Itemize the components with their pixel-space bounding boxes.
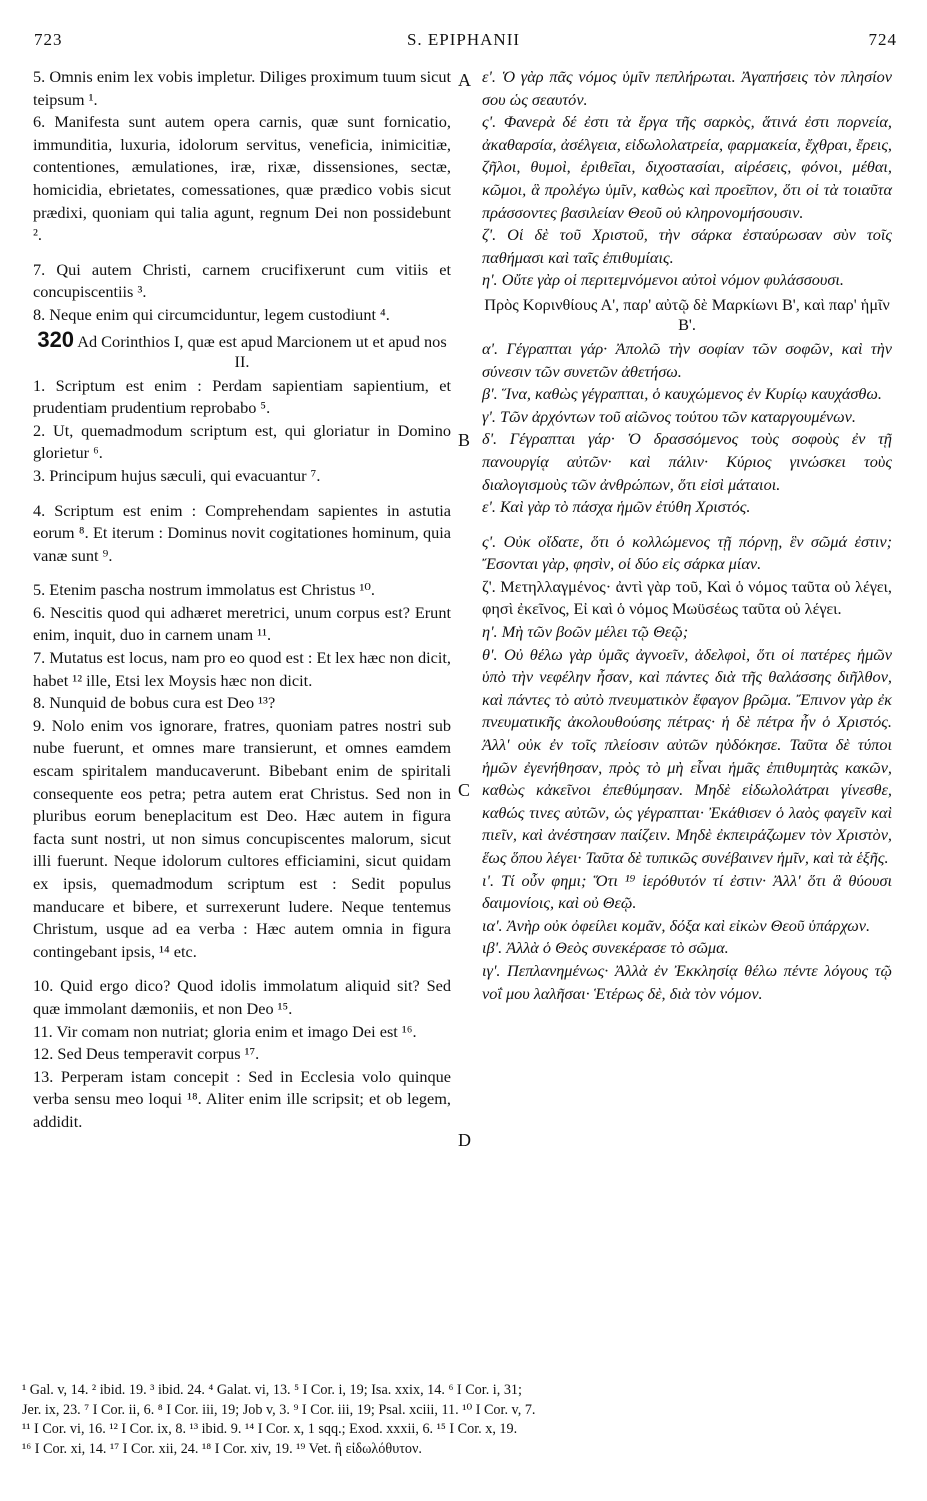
greek-verse: ζ'. Μετηλλαγμένος· ἀντὶ γὰρ τοῦ, Καὶ ὁ νόμος ταῦτα οὐ λέγει, φησὶ ἐκεῖνος, Εἰ καὶ ὁ νόμος Μωϋσέως ταῦτα οὐ λέγει. bbox=[482, 576, 892, 619]
latin-column bbox=[33, 66, 451, 1134]
greek-verse: ιγ'. Πεπλανημένως· Ἀλλὰ ἐν Ἐκκλησίᾳ θέλω πέντε λόγους τῷ νοΐ μου λαλῆσαι· Ἑτέρως δὲ, διὰ τὸν νόμον. bbox=[482, 960, 892, 1003]
greek-verse: γ'. Τῶν ἀρχόντων τοῦ αἰῶνος τούτου τῶν καταργουμένων. bbox=[482, 406, 856, 426]
running-title: S. EPIPHANII bbox=[406, 30, 521, 49]
latin-verse: 11. Vir comam non nutriat; gloria enim et imago Dei est ¹⁶. bbox=[33, 1021, 417, 1041]
latin-verse: 10. Quid ergo dico? Quod idolis immolatum aliquid sit? Sed quæ immolant dæmoniis, et non Deo ¹⁵. bbox=[33, 976, 451, 1018]
greek-verse: ι'. Τί οὖν φημι; Ὅτι ¹⁹ ἱερόθυτόν τί ἐστιν· Ἀλλ' ὅτι ἃ θύουσι δαιμονίοις, καὶ οὐ Θεῷ. bbox=[482, 870, 892, 913]
page-number-left: 723 bbox=[34, 30, 63, 49]
latin-verse: 1. Scriptum est enim : Perdam sapientiam sapientium, et prudentiam prudentium reprobabo ⁵. bbox=[33, 375, 451, 418]
footnotes bbox=[22, 1381, 902, 1459]
greek-verse: α'. Γέγραπται γάρ· Ἀπολῶ τὴν σοφίαν τῶν σοφῶν, καὶ τὴν σύνεσιν τῶν συνετῶν ἀθετήσω. bbox=[482, 338, 892, 381]
greek-verse: η'. Οὔτε γὰρ οἱ περιτεμνόμενοι αὐτοὶ νόμον φυλάσσουσι. bbox=[482, 270, 844, 290]
latin-verse: 5. Omnis enim lex vobis impletur. Diliges proximum tuum sicut teipsum ¹. bbox=[33, 67, 451, 109]
footnote-line: ¹ Gal. v, 14. ² ibid. 19. ³ ibid. 24. ⁴ Galat. vi, 13. ⁵ I Cor. i, 19; Isa. xxix, 14. ⁶ I Cor. i, 31; bbox=[22, 1382, 522, 1398]
greek-verse: ς'. Οὐκ οἴδατε, ὅτι ὁ κολλώμενος τῇ πόρνῃ, ἓν σῶμά ἐστιν; Ἔσονται γὰρ, φησὶν, οἱ δύο εἰς σάρκα μίαν. bbox=[482, 531, 892, 574]
footnote-line: ¹¹ I Cor. vi, 16. ¹² I Cor. ix, 8. ¹³ ibid. 9. ¹⁴ I Cor. x, 1 sqq.; Exod. xxxii, 6. ¹⁵ I Cor. x, 19. bbox=[22, 1421, 518, 1438]
greek-verse: θ'. Οὐ θέλω γὰρ ὑμᾶς ἀγνοεῖν, ἀδελφοὶ, ὅτι οἱ πατέρες ἡμῶν ὑπὸ τὴν νεφέλην ἦσαν, καὶ πάντες διὰ τῆς θαλάσσης διῆλθον, καὶ πάντες τὸ αὐτὸ πνευματικὸν ἔφαγον βρῶμα. Ἔπινον γὰρ ἐκ πνευματικῆς ἀκολουθούσης πέτρας· ἡ δὲ πέτρα ἦν ὁ Χριστός. Ἀλλ' οὐκ ἐν τοῖς πλείοσιν αὐτῶν ηὐδόκησε. Ταῦτα δὲ τύποι ἡμῶν ἐγενήθησαν, πρὸς τὸ μὴ εἶναι ἡμᾶς ἐπιθυμητὰς κακῶν, καθὼς κἀκεῖνοι ἐπεθύμησαν. Μηδὲ εἰδωλολάτραι γίνεσθε, καθώς τινες αὐτῶν, ὡς γέγραπται· Ἐκάθισεν ὁ λαὸς φαγεῖν καὶ πιεῖν, καὶ ἀνέστησαν παίζειν. Μηδὲ ἐκπειράζωμεν τὸν Χριστὸν, ἕως ὅπου λέγει· Ταῦτα δὲ τυπικῶς συνέβαινεν ἡμῖν, καὶ τὰ ἑξῆς. bbox=[482, 644, 892, 867]
page-number-right: 724 bbox=[868, 30, 897, 49]
section-number: 320 bbox=[37, 326, 75, 352]
latin-verse: 3. Principum hujus sæculi, qui evacuantur ⁷. bbox=[33, 465, 321, 485]
latin-verse: 4. Scriptum est enim : Comprehendam sapientes in astutia eorum ⁸. Et iterum : Dominus novit cogitationes hominum, quia vanæ sunt ⁹. bbox=[33, 500, 451, 565]
footnote-line: ¹⁶ I Cor. xi, 14. ¹⁷ I Cor. xii, 24. ¹⁸ I Cor. xiv, 19. ¹⁹ Vet. ἢ εἰδωλόθυτον. bbox=[22, 1440, 422, 1457]
section-heading-greek: Πρὸς Κορινθίους Α', παρ' αὐτῷ δὲ Μαρκίωνι Β', καὶ παρ' ἡμῖν Β'. bbox=[484, 294, 890, 334]
greek-verse: ε'. Ὁ γὰρ πᾶς νόμος ὑμῖν πεπλήρωται. Ἀγαπήσεις τὸν πλησίον σου ὡς σεαυτόν. bbox=[482, 67, 892, 109]
greek-verse: ιβ'. Ἀλλὰ ὁ Θεὸς συνεκέρασε τὸ σῶμα. bbox=[482, 938, 729, 958]
greek-verse: β'. Ἵνα, καθὼς γέγραπται, ὁ καυχώμενος ἐν Κυρίῳ καυχάσθω. bbox=[482, 384, 882, 404]
latin-verse: 6. Manifesta sunt autem opera carnis, quæ sunt fornicatio, immunditia, luxuria, idolorum servitus, veneficia, inimicitiæ, contentiones, æmulationes, iræ, rixæ, dissensiones, sectæ, homicidia, ebrietates, comessationes, quæ prædico vobis sicut prædixi, quoniam qui talia agunt, regnum Dei non possidebunt ². bbox=[33, 112, 451, 245]
margin-mark-b: B bbox=[458, 430, 471, 450]
margin-mark-d: D bbox=[458, 1130, 471, 1150]
margin-mark-c: C bbox=[458, 780, 471, 800]
latin-verse: 7. Qui autem Christi, carnem crucifixerunt cum vitiis et concupiscentiis ³. bbox=[33, 259, 451, 302]
greek-verse: ε'. Καὶ γὰρ τὸ πάσχα ἡμῶν ἐτύθη Χριστός. bbox=[482, 497, 751, 517]
latin-verse: 12. Sed Deus temperavit corpus ¹⁷. bbox=[33, 1044, 260, 1064]
latin-verse: 7. Mutatus est locus, nam pro eo quod est : Et lex hæc non dicit, habet ¹² ille, Etsi lex Moysis hæc non dicit. bbox=[33, 648, 451, 690]
margin-mark-a: A bbox=[458, 70, 471, 90]
greek-verse: ς'. Φανερὰ δέ ἐστι τὰ ἔργα τῆς σαρκὸς, ἅτινά ἐστι πορνεία, ἀκαθαρσία, ἀσέλγεια, εἰδωλολατρεία, φαρμακεία, ἔχθραι, ἔρεις, ζῆλοι, θυμοὶ, ἐριθεῖαι, διχοστασίαι, αἱρέσεις, φόνοι, μέθαι, κῶμοι, ἃ προλέγω ὑμῖν, καθὼς καὶ προεῖπον, ὅτι οἱ τὰ τοιαῦτα πράσσοντες βασιλείαν Θεοῦ οὐ κληρονομήσουσιν. bbox=[482, 112, 892, 222]
latin-verse: 8. Nunquid de bobus cura est Deo ¹³? bbox=[33, 693, 276, 713]
footnote-line: Jer. ix, 23. ⁷ I Cor. ii, 6. ⁸ I Cor. iii, 19; Job v, 3. ⁹ I Cor. iii, 19; Psal. xciii, 11. ¹⁰ I Cor. v, 7. bbox=[22, 1401, 536, 1418]
latin-verse: 13. Perperam istam concepit : Sed in Ecclesia volo quinque verba sensu meo loqui ¹⁸. Aliter enim ille scripsit; et ob legem, addidit. bbox=[33, 1066, 451, 1131]
section-heading-latin bbox=[33, 326, 451, 372]
latin-verse: 9. Nolo enim vos ignorare, fratres, quoniam patres nostri sub nube fuerunt, et omnes mare transierunt, et omnes eamdem escam spiritalem manducaverunt. Bibebant enim de spiritali consequente eos petra; petra autem erat Christus. Sed non in pluribus eorum beneplacitum est Deo. Hæc autem in figura facta sunt nostri, ut non simus concupiscentes malorum, sicut illi fuerunt. Neque idolorum cultores efficiamini, sicut quidam ex ipsis, quemadmodum scriptum est : Sedit populus manducare et bibere, et surrexerunt ludere. Neque tentemus Christum, usque ad ea verba : Hæc autem omnia in figura contingebant ipsis, ¹⁴ etc. bbox=[33, 715, 451, 961]
greek-verse: η'. Μὴ τῶν βοῶν μέλει τῷ Θεῷ; bbox=[482, 622, 689, 642]
greek-verse: δ'. Γέγραπται γάρ· Ὁ δρασσόμενος τοὺς σοφοὺς ἐν τῇ πανουργίᾳ αὐτῶν· καὶ πάλιν· Κύριος γινώσκει τοὺς διαλογισμοὺς τῶν ἀνθρώπων, ὅτι εἰσὶ μάταιοι. bbox=[482, 429, 892, 494]
latin-verse: 5. Etenim pascha nostrum immolatus est Christus ¹⁰. bbox=[33, 580, 375, 600]
greek-column bbox=[482, 66, 892, 1005]
latin-verse: 2. Ut, quemadmodum scriptum est, qui gloriatur in Domino glorietur ⁶. bbox=[33, 420, 451, 463]
latin-verse: 6. Nescitis quod qui adhæret meretrici, unum corpus est? Erunt enim, inquit, duo in carnem unam ¹¹. bbox=[33, 602, 451, 645]
latin-verse: 8. Neque enim qui circumciduntur, legem custodiunt ⁴. bbox=[33, 304, 390, 324]
section-heading-text: Ad Corinthios I, quæ est apud Marcionem ut et apud nos II. bbox=[77, 331, 447, 371]
greek-verse: ζ'. Οἱ δὲ τοῦ Χριστοῦ, τὴν σάρκα ἐσταύρωσαν σὺν τοῖς παθήμασι καὶ ταῖς ἐπιθυμίαις. bbox=[482, 225, 892, 267]
greek-verse: ια'. Ἀνὴρ οὐκ ὀφείλει κομᾶν, δόξα καὶ εἰκὼν Θεοῦ ὑπάρχων. bbox=[482, 915, 871, 935]
